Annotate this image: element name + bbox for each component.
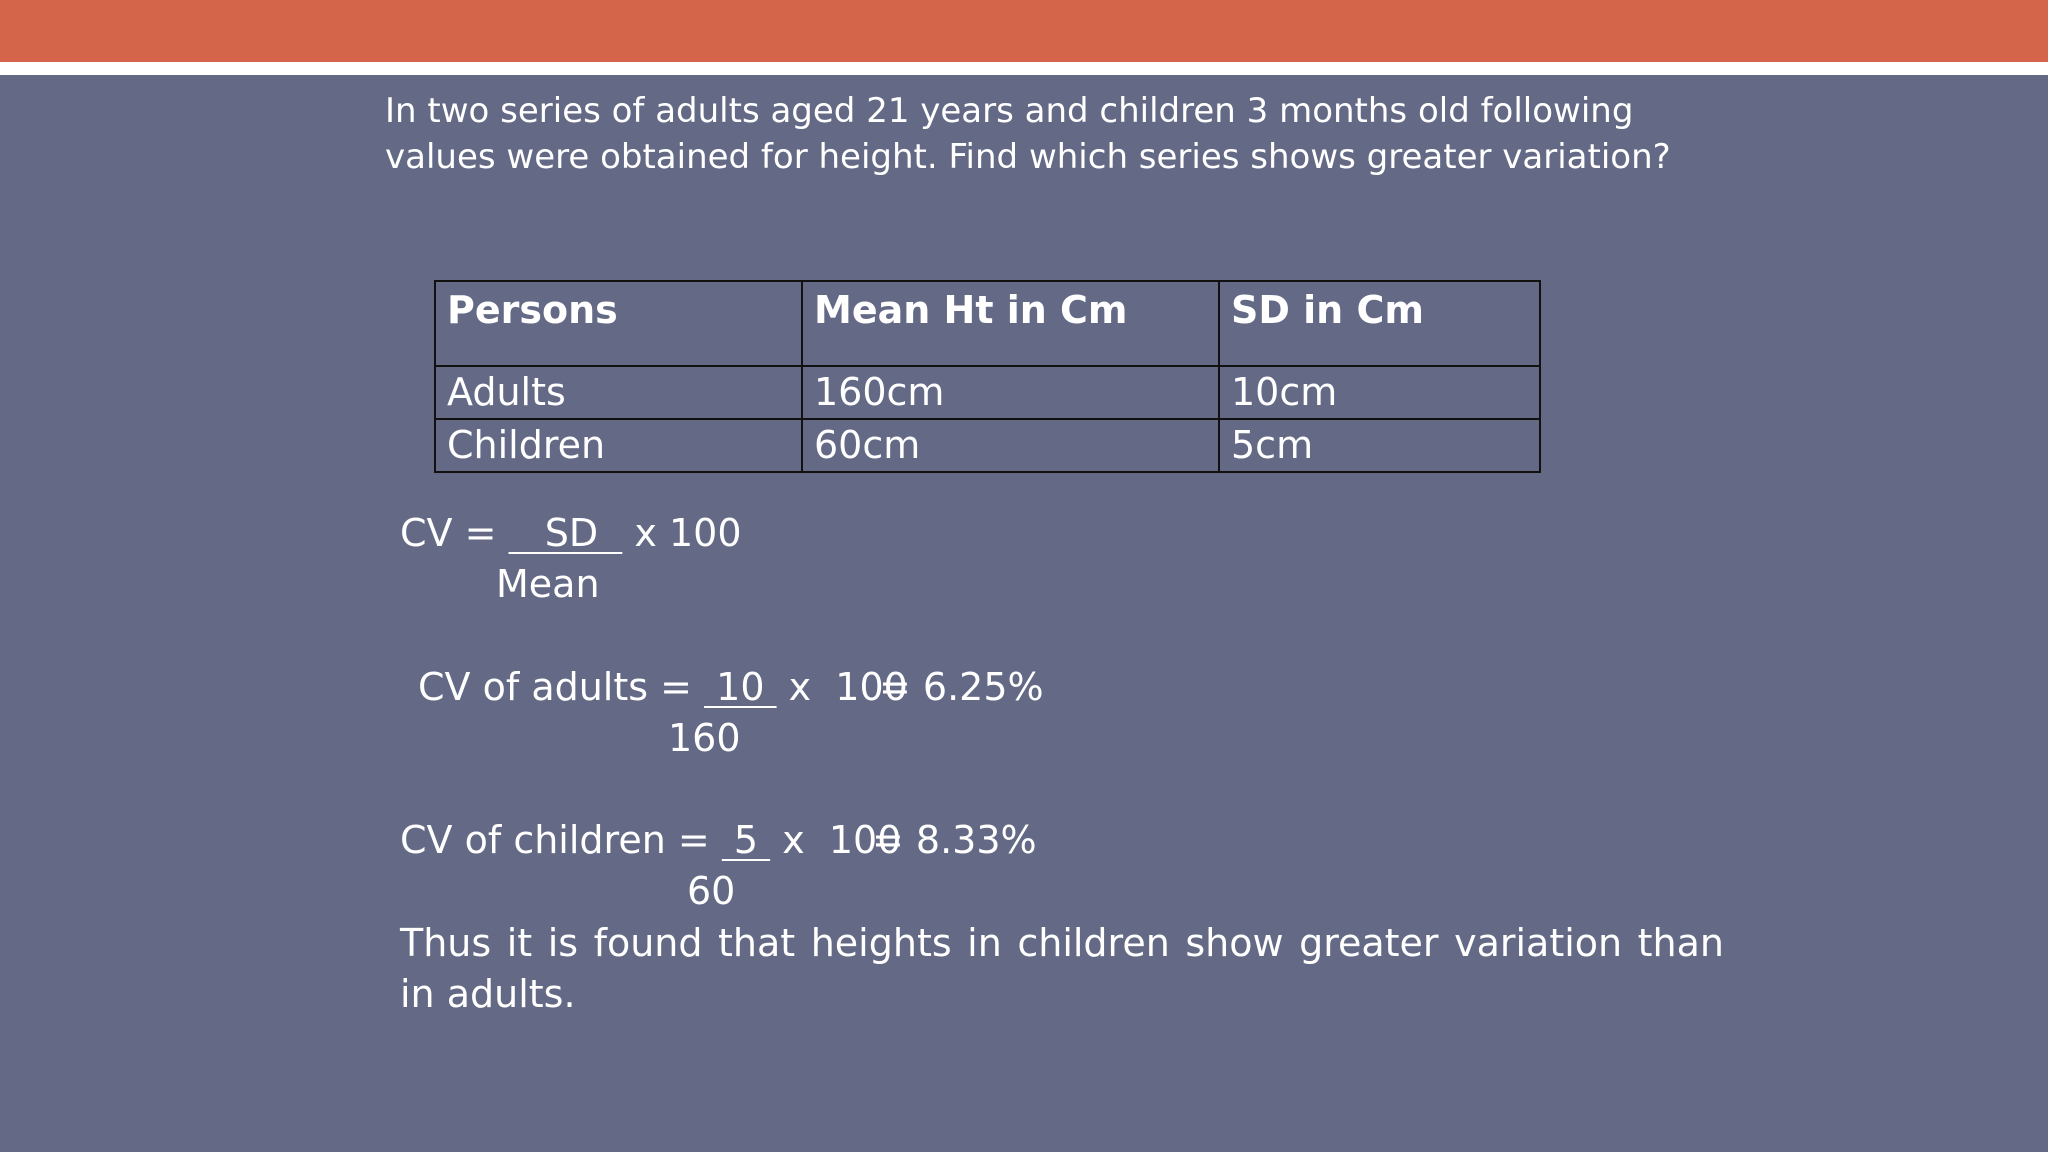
adults-calc-result: = 6.25% <box>879 665 1044 709</box>
conclusion-text: Thus it is found that heights in children show greater variation than in adults. <box>400 921 1724 1016</box>
adults-calc-denominator: 160 <box>668 716 741 760</box>
children-calc-multiplier: x 100 <box>770 818 902 862</box>
formula-lhs: CV = <box>400 511 509 555</box>
accent-divider <box>0 62 2048 75</box>
formula-multiplier: x 100 <box>622 511 742 555</box>
children-calculation-line <box>400 817 901 863</box>
adults-calc-lhs: CV of adults = <box>418 665 705 709</box>
table-header-row <box>435 281 1540 366</box>
children-calc-numerator: 5 <box>721 818 771 862</box>
table-cell: 60cm <box>802 419 1219 472</box>
table-cell: 5cm <box>1219 419 1540 472</box>
children-calc-result: = 8.33% <box>872 818 1037 862</box>
table-cell: Adults <box>435 366 802 419</box>
formula-numerator: SD <box>508 511 623 555</box>
height-data-table <box>434 280 1541 473</box>
table-row-children <box>435 419 1540 472</box>
adults-calc-numerator: 10 <box>704 665 777 709</box>
table-cell: 160cm <box>802 366 1219 419</box>
children-calc-lhs: CV of children = <box>400 818 722 862</box>
table-cell: Children <box>435 419 802 472</box>
table-row-adults <box>435 366 1540 419</box>
adults-calculation-line <box>418 664 908 710</box>
table-cell: 10cm <box>1219 366 1540 419</box>
adults-calc-multiplier: x 100 <box>776 665 908 709</box>
children-calc-denominator: 60 <box>687 869 736 913</box>
question-text: In two series of adults aged 21 years and children 3 months old following values were obtained for height. Find which series shows greater variation? <box>385 91 1671 177</box>
column-header-mean-height: Mean Ht in Cm <box>802 281 1219 366</box>
column-header-sd: SD in Cm <box>1219 281 1540 366</box>
column-header-persons: Persons <box>435 281 802 366</box>
formula-denominator: Mean <box>496 562 600 606</box>
cv-formula-line <box>400 510 742 556</box>
top-accent-bar <box>0 0 2048 62</box>
